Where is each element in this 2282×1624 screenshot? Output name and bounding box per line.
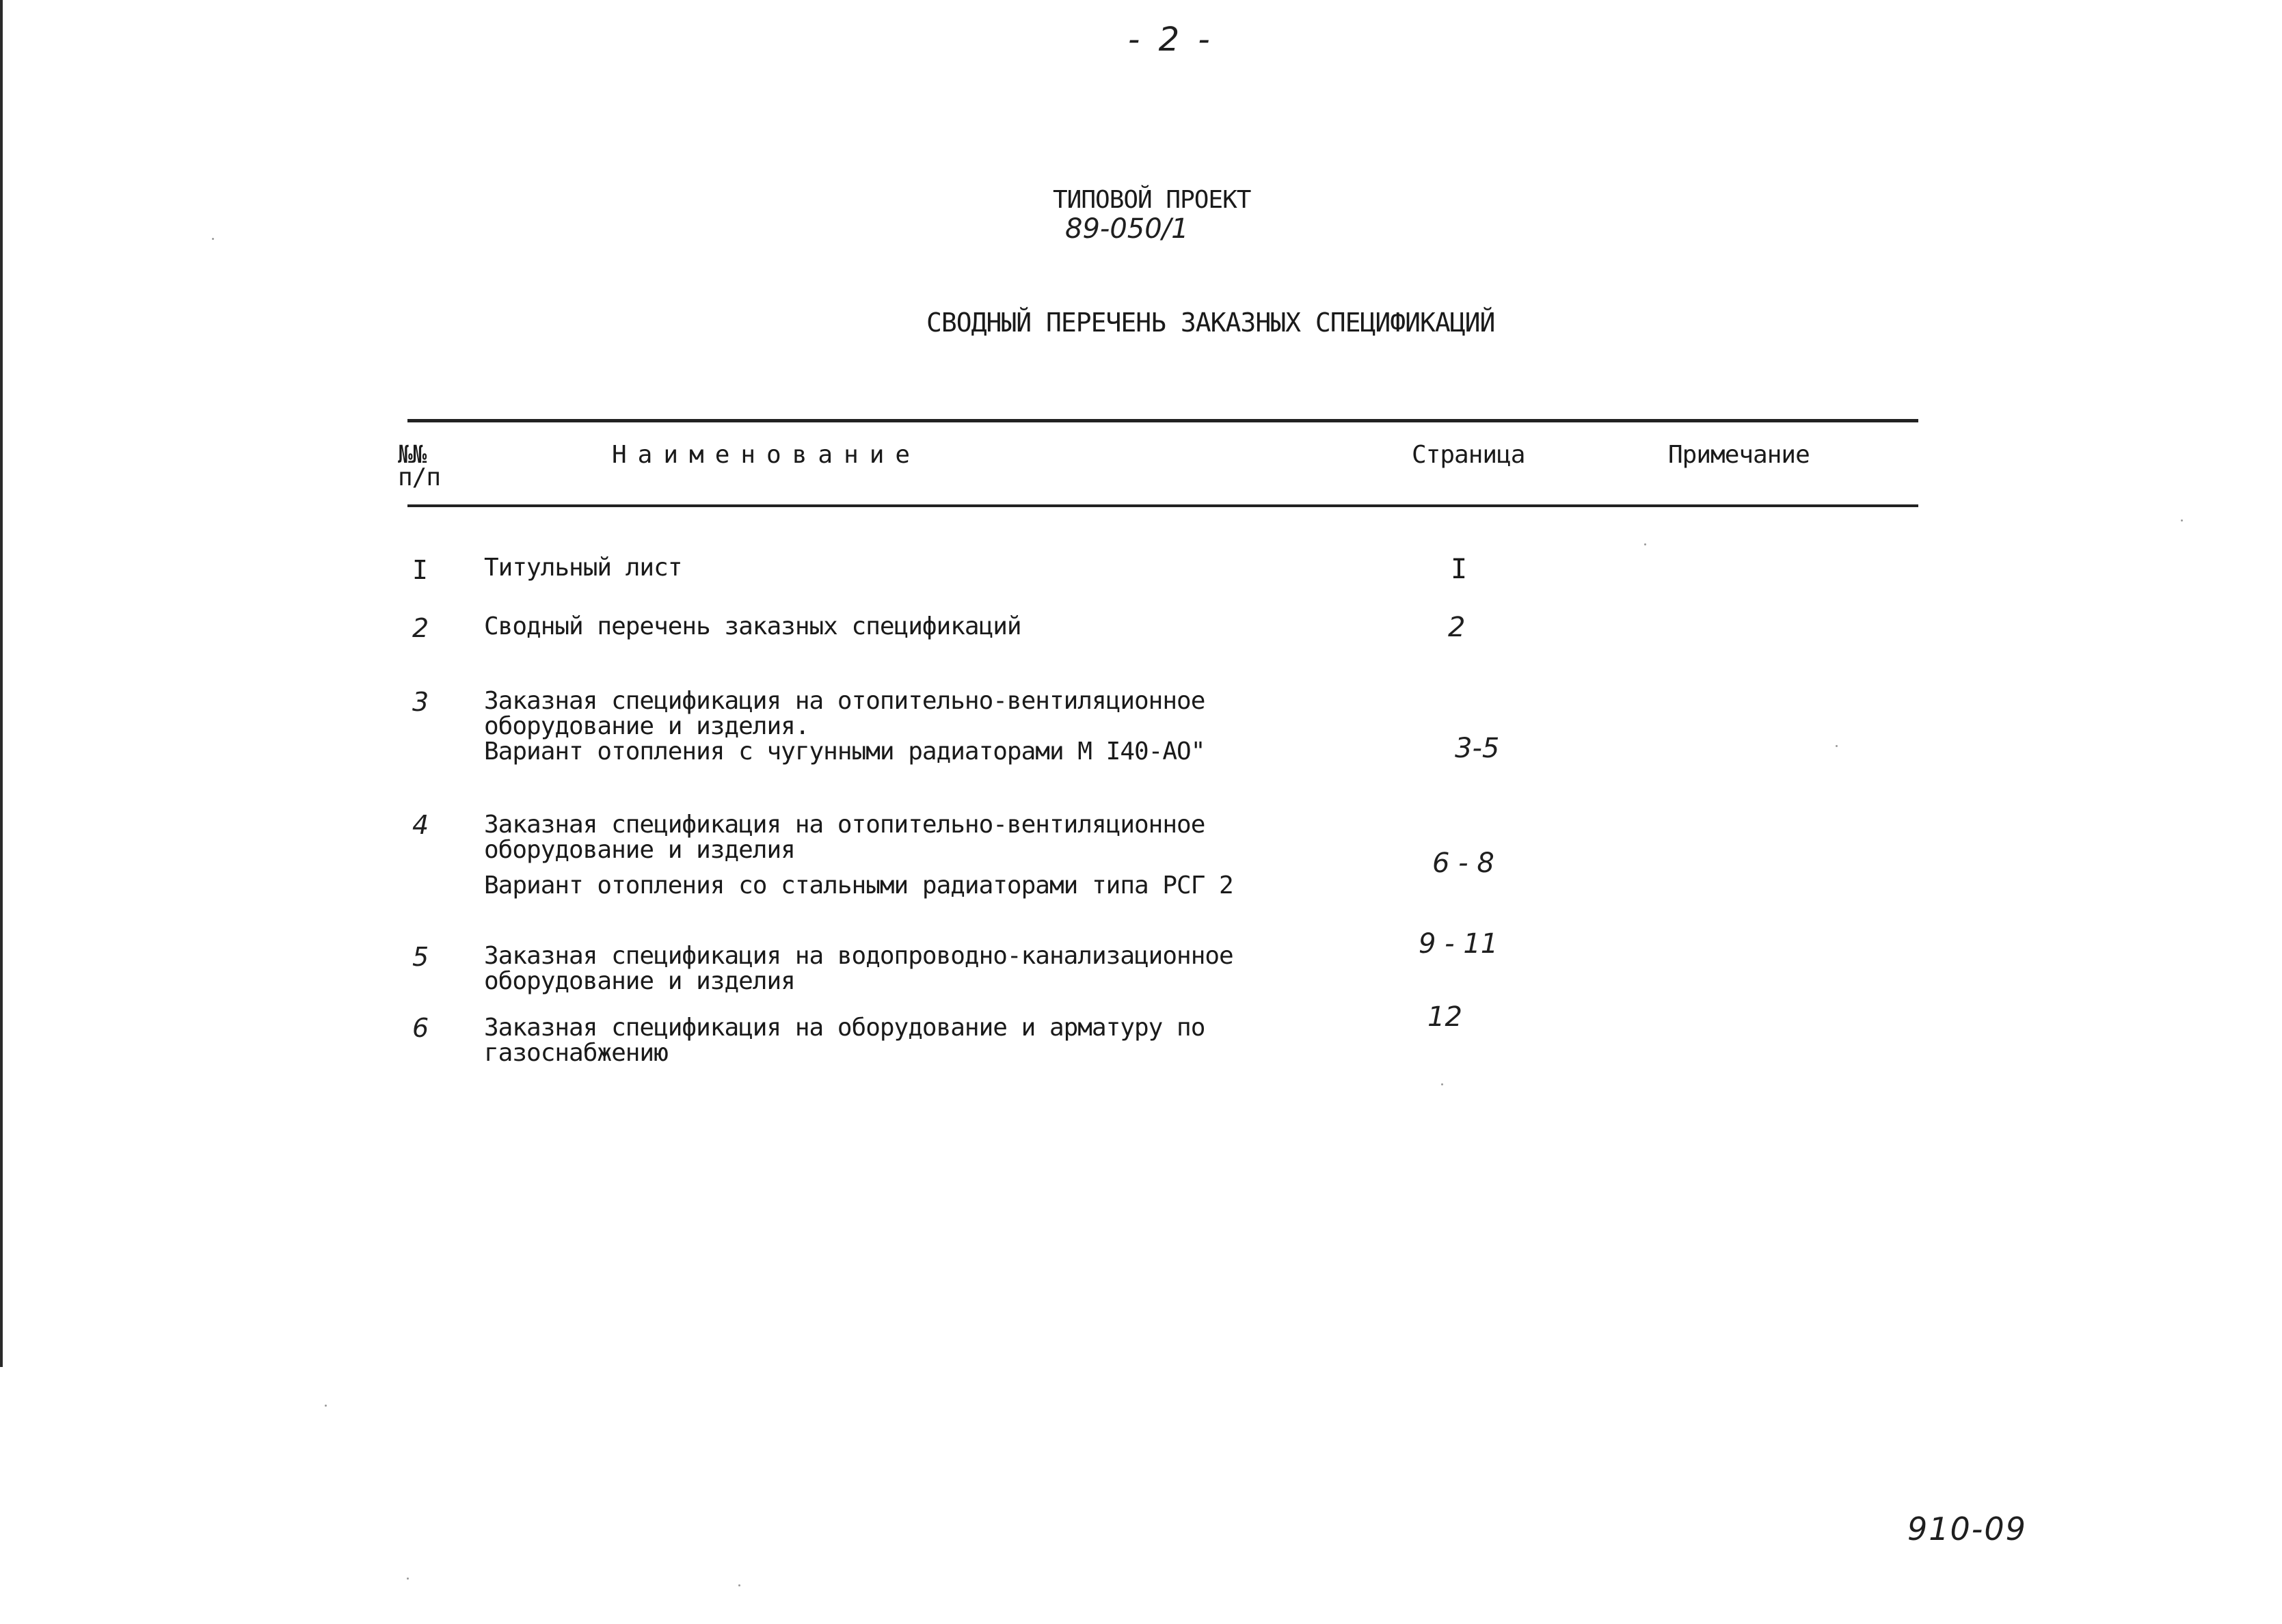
row-page: 2: [1448, 612, 1466, 643]
row-name-line: Заказная спецификация на оборудование и арматуру по: [484, 1014, 1205, 1042]
scan-speck: [1441, 1083, 1443, 1085]
row-page: 6 - 8: [1432, 848, 1494, 879]
row-name-line: Заказная спецификация на водопроводно-канализационное: [484, 942, 1233, 970]
row-number: 4: [412, 810, 429, 840]
row-name-line: Вариант отопления со стальными радиаторами типа РСГ 2: [484, 871, 1233, 899]
scan-speck: [212, 238, 214, 240]
scan-speck: [738, 1584, 740, 1586]
row-name-line: Заказная спецификация на отопительно-вентиляционное: [484, 687, 1205, 715]
table-top-rule: [407, 419, 1918, 422]
header-page: Страница: [1412, 441, 1525, 469]
row-page: 12: [1427, 1001, 1462, 1033]
header-number-line2: п/п: [398, 463, 441, 491]
row-name: [484, 688, 1205, 764]
scan-speck: [407, 1578, 409, 1580]
page-number: - 2 -: [1128, 21, 1214, 59]
scan-speck: [2181, 519, 2183, 522]
header-note: Примечание: [1668, 441, 1810, 469]
document-title: СВОДНЫЙ ПЕРЕЧЕНЬ ЗАКАЗНЫХ СПЕЦИФИКАЦИЙ: [926, 308, 1495, 338]
row-name-line: оборудование и изделия: [484, 967, 795, 995]
header-number-line1: №№: [398, 441, 427, 469]
row-name-line: Заказная спецификация на отопительно-вентиляционное: [484, 811, 1205, 839]
row-number: 5: [412, 942, 429, 972]
row-name-line: Титульный лист: [484, 554, 682, 582]
row-number: 6: [412, 1013, 429, 1043]
row-page: 9 - 11: [1419, 928, 1499, 960]
row-page: I: [1451, 554, 1468, 585]
row-name-line: оборудование и изделия.: [484, 712, 809, 740]
row-page: 3-5: [1455, 733, 1500, 764]
project-code: 89-050/1: [1065, 213, 1189, 245]
footer-code: 910-09: [1907, 1511, 2027, 1547]
row-name: [484, 555, 682, 580]
scan-speck: [325, 1405, 327, 1407]
row-name-line: Вариант отопления с чугунными радиаторами М I40-АО": [484, 737, 1205, 766]
row-name: [484, 943, 1233, 994]
row-name-line: оборудование и изделия: [484, 836, 795, 864]
scan-left-edge: [0, 0, 3, 1367]
row-number: 3: [412, 687, 429, 717]
row-number: 2: [412, 613, 429, 643]
row-name: [484, 812, 1233, 898]
row-name: [484, 1015, 1205, 1066]
row-name-line: газоснабжению: [484, 1039, 668, 1067]
row-name-line: Сводный перечень заказных спецификаций: [484, 612, 1021, 640]
row-name: [484, 614, 1021, 639]
row-number: I: [412, 555, 428, 585]
table-header-rule: [407, 504, 1918, 507]
project-title: ТИПОВОЙ ПРОЕКТ: [1053, 186, 1251, 214]
header-name: Наименование: [612, 441, 922, 469]
scan-speck: [1644, 543, 1646, 545]
scan-speck: [1836, 745, 1838, 747]
